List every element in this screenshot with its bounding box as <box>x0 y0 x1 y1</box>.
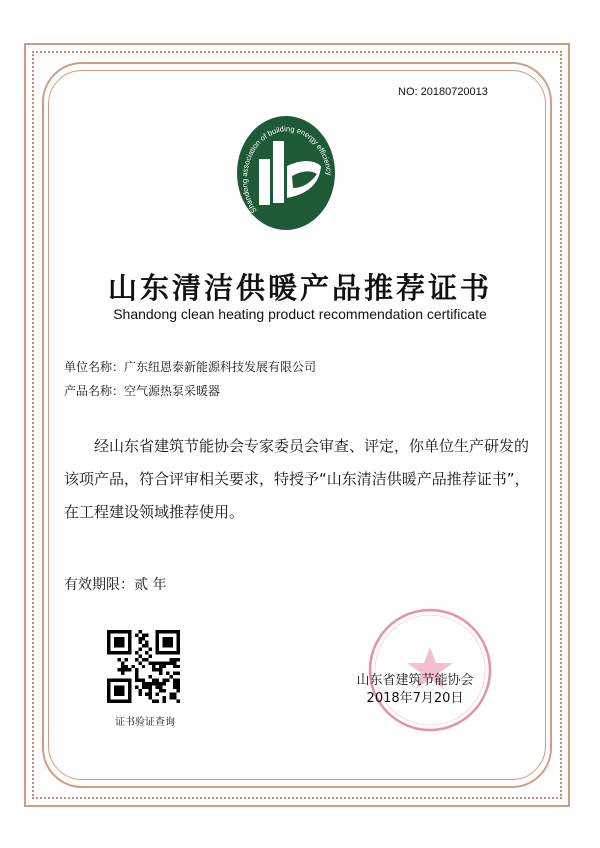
issuer-block <box>345 672 485 708</box>
issue-date: 2018年7月20日 <box>366 691 464 706</box>
unit-value: 广东纽恩泰新能源科技发展有限公司 <box>124 360 317 374</box>
official-seal-icon <box>365 605 495 735</box>
product-value: 空气源热泵采暖器 <box>124 384 221 398</box>
product-field <box>64 382 220 399</box>
svg-text:Shandong association of buildi: Shandong association of building energy efficiency <box>239 124 334 215</box>
association-logo-icon <box>237 116 335 230</box>
issuer-name: 山东省建筑节能协会 <box>356 673 474 688</box>
unit-label: 单位名称： <box>64 360 125 374</box>
certificate-subtitle: Shandong clean heating product recommendation certificate <box>113 306 487 322</box>
unit-field <box>64 358 316 375</box>
product-label: 产品名称： <box>64 384 125 398</box>
certificate-title: 山东清洁供暖产品推荐证书 <box>107 271 492 305</box>
qr-code-icon[interactable] <box>107 630 180 703</box>
certificate-number: NO: 20180720013 <box>398 86 488 98</box>
certificate-body: 经山东省建筑节能协会专家委员会审查、评定，你单位生产研发的该项产品，符合评审相关要求，特授予“山东清洁供暖产品推荐证书”，在工程建设领域推荐使用。 <box>64 437 530 521</box>
validity-period: 有效期限：贰 年 <box>64 577 167 593</box>
qr-verify-label: 证书验证查询 <box>115 717 175 728</box>
